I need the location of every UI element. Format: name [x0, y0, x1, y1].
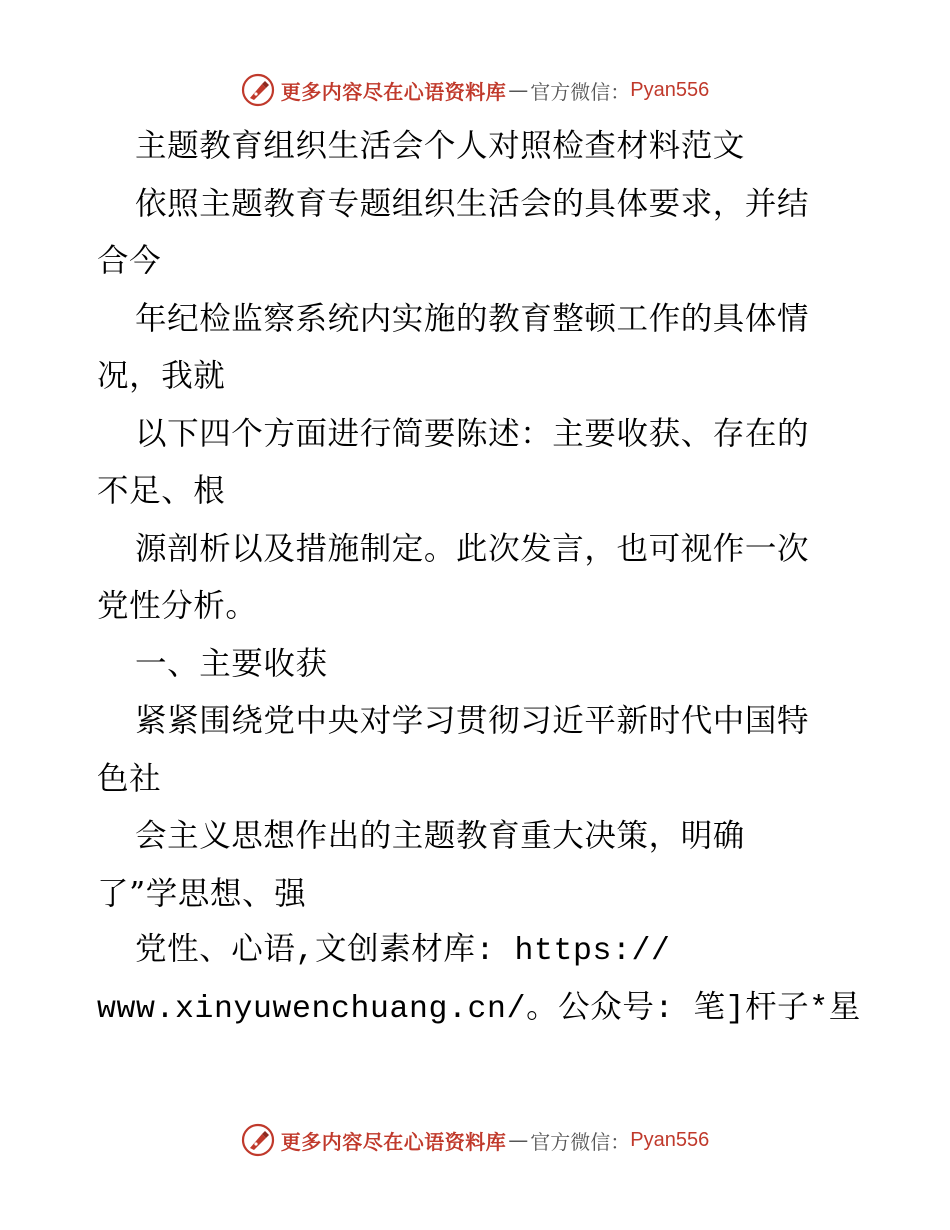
section-heading: 一、主要收获 — [135, 645, 328, 682]
doc-line: 依照主题教育专题组织生活会的具体要求，并结 — [135, 185, 810, 222]
doc-line: 况，我就 — [97, 358, 226, 394]
document-body — [97, 118, 861, 1038]
doc-line: 党性分析。 — [97, 588, 258, 624]
footer-banner — [0, 1120, 950, 1160]
header-banner — [0, 70, 950, 110]
doc-line-url: www.xinyuwenchuang.cn/。公众号: 笔]杆子*星 — [97, 991, 861, 1027]
doc-line: 不足、根 — [97, 473, 226, 509]
banner-text: 更多内容尽在心语资料库 — [280, 1129, 507, 1154]
doc-line-url: 党性、心语,文创素材库: https:// — [135, 934, 671, 969]
banner-separator: — — [508, 1128, 529, 1152]
pen-nib-logo-icon — [241, 1123, 275, 1157]
doc-line: 合今 — [97, 243, 162, 279]
doc-title: 主题教育组织生活会个人对照检查材料范文 — [135, 128, 745, 164]
doc-line: 色社 — [97, 760, 162, 797]
doc-line: 以下四个方面进行简要陈述：主要收获、存在的 — [135, 415, 810, 452]
banner-contact-id: Pyan556 — [630, 78, 710, 101]
pen-nib-logo-icon — [241, 73, 275, 107]
banner-separator: — — [508, 78, 529, 102]
doc-line: 了”学思想、强 — [97, 875, 307, 912]
doc-line: 年纪检监察系统内实施的教育整顿工作的具体情 — [135, 300, 810, 337]
doc-line: 源剖析以及措施制定。此次发言，也可视作一次 — [135, 530, 810, 567]
banner-contact-id: Pyan556 — [630, 1128, 710, 1151]
banner-contact-label: 官方微信： — [530, 79, 631, 104]
doc-line: 会主义思想作出的主题教育重大决策，明确 — [135, 818, 745, 854]
banner-text: 更多内容尽在心语资料库 — [280, 79, 507, 104]
doc-line: 紧紧围绕党中央对学习贯彻习近平新时代中国特 — [135, 703, 810, 739]
banner-contact-label: 官方微信： — [530, 1129, 631, 1154]
